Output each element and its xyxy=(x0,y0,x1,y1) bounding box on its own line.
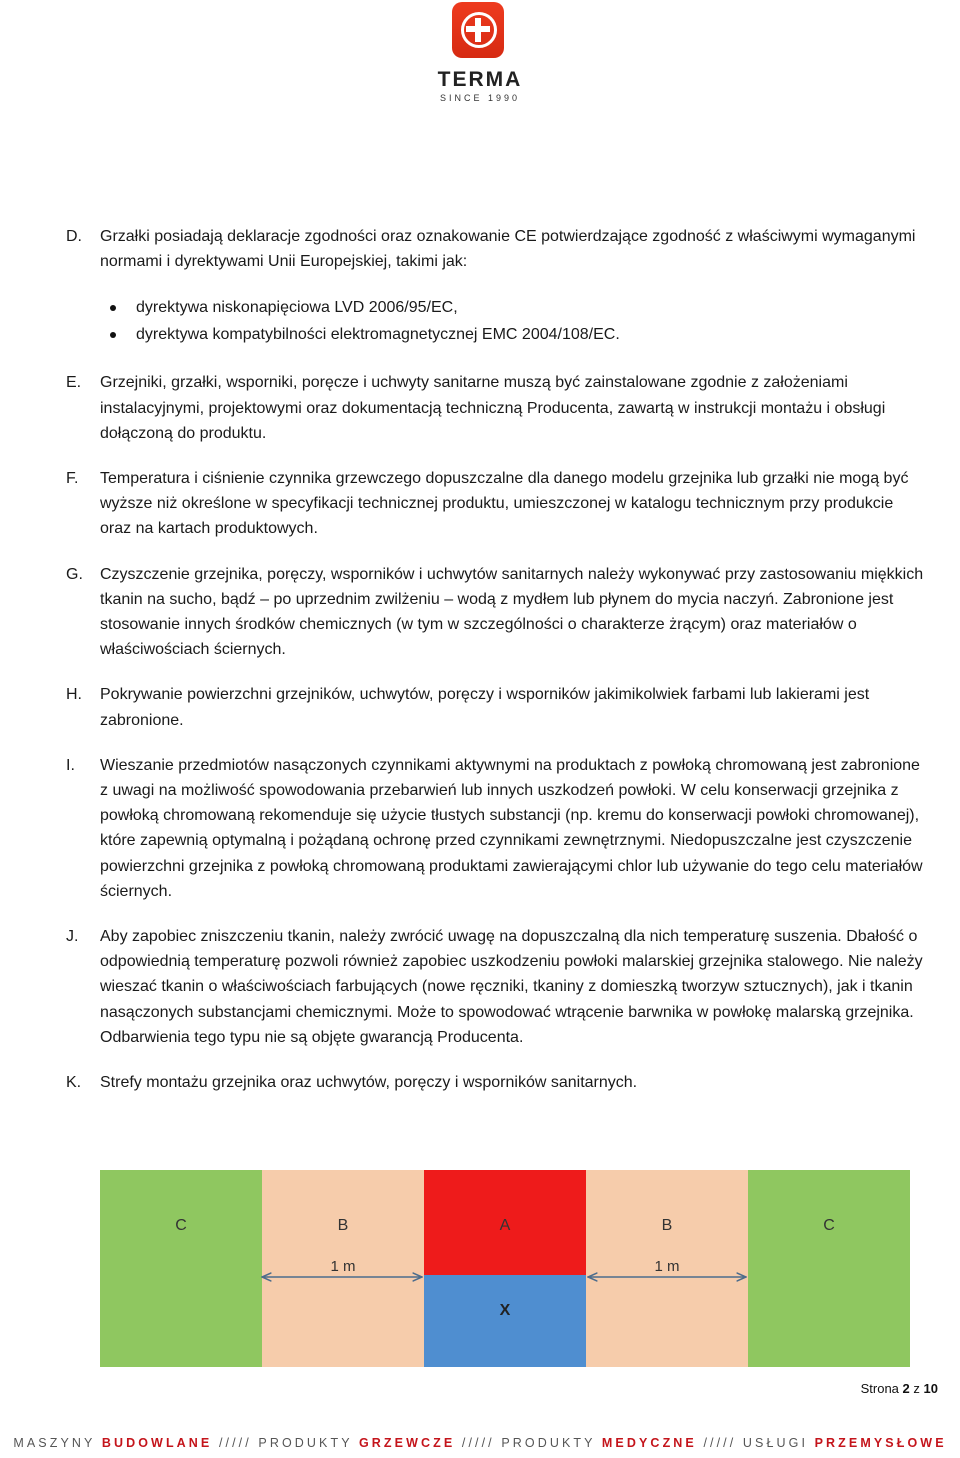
section-letter: J. xyxy=(66,928,79,946)
terma-logo xyxy=(418,0,542,110)
dimension-label-right: 1 m xyxy=(654,1258,680,1275)
section-letter: H. xyxy=(66,686,82,704)
section-text: Temperatura i ciśnienie czynnika grzewczego dopuszczalne dla danego modelu grzejnika lub grzałki nie mogą być wyższe niż określone w specyfikacji technicznej produktu, umieszczonej w katalogu technicznym przy produkcie oraz na kartach produktowych. xyxy=(100,470,909,538)
page-label: Strona xyxy=(860,1381,899,1396)
section-e xyxy=(66,370,926,446)
document-body xyxy=(66,224,926,1115)
footer-part: ///// PRODUKTY xyxy=(212,1436,359,1450)
footer-part-accent: BUDOWLANE xyxy=(101,1436,213,1450)
section-text: Strefy montażu grzejnika oraz uchwytów, poręczy i wsporników sanitarnych. xyxy=(100,1074,638,1092)
page-total: 10 xyxy=(923,1381,938,1396)
directive-list xyxy=(66,294,926,348)
page-number xyxy=(861,1381,938,1396)
section-letter: G. xyxy=(66,565,83,583)
footer-part-accent: GRZEWCZE xyxy=(358,1436,456,1450)
section-text: Aby zapobiec zniszczeniu tkanin, należy zwrócić uwagę na dopuszczalną dla nich temperaturę suszenia. Dbałość o odpowiednią temperaturę pozwoli również zapobiec uszkodzeniu powłoki malarskiej grzejnika stalowego. Nie należy wieszać tkanin o właściwościach farbujących (nowe ręczniki, tkaniny z domieszką tworzyw sztucznych), jak i tkanin nasączonych substancjami chemicznymi. Może to spowodować wtrącenie barwnika w powłokę malarską grzejnika. Odbarwienia tego typu nie są objęte gwarancją Producenta. xyxy=(100,928,923,1046)
footer-part: ///// PRODUKTY xyxy=(455,1436,602,1450)
section-text: Wieszanie przedmiotów nasączonych czynnikami aktywnymi na produktach z powłoką chromowaną jest zabronione z uwagi na możliwość spowodowania przebarwień lub innych uszkodzeń powłoki. W celu konserwacji grzejnika z powłoką chromowaną rekomenduje się użycie tłustych substancji (np. kremu do konserwacji powłoki chromowanej), które zapewnią optymalną i pożądaną ochronę przed czynnikami zewnętrznymi. Niedopuszczalne jest czyszczenie powierzchni grzejnika z powłoką chromowaną produktami zawierającymi chlor lub używanie do tego celu materiałów ściernych. xyxy=(100,756,923,900)
section-letter: I. xyxy=(66,756,75,774)
zone-c-left xyxy=(100,1170,262,1367)
section-d xyxy=(66,224,926,274)
footer-tagline xyxy=(0,1436,960,1450)
section-text: Grzałki posiadają deklaracje zgodności oraz oznakowanie CE potwierdzające zgodność z właściwymi wymaganymi normami i dyrektywami Unii Europejskiej, takimi jak: xyxy=(100,228,916,271)
terma-cross-badge-icon xyxy=(452,2,504,58)
section-g xyxy=(66,562,926,663)
zone-label-b-right: B xyxy=(661,1217,673,1234)
footer-part: MASZYNY xyxy=(13,1436,102,1450)
installation-zones-diagram xyxy=(100,1170,910,1367)
page-current: 2 xyxy=(902,1381,910,1396)
zone-label-c-right: C xyxy=(823,1217,835,1234)
footer-part-accent: PRZEMYSŁOWE xyxy=(814,1436,947,1450)
section-text: Pokrywanie powierzchni grzejników, uchwytów, poręczy i wsporników jakimikolwiek farbami lub lakierami jest zabronione. xyxy=(100,686,870,729)
list-item: dyrektywa kompatybilności elektromagnetycznej EMC 2004/108/EC. xyxy=(66,321,926,348)
section-letter: E. xyxy=(66,374,82,392)
zone-label-a: A xyxy=(499,1217,511,1234)
section-j xyxy=(66,924,926,1050)
list-item: dyrektywa niskonapięciowa LVD 2006/95/EC, xyxy=(66,294,926,321)
section-letter: F. xyxy=(66,470,79,488)
dimension-label-left: 1 m xyxy=(330,1258,356,1275)
zone-label-c-left: C xyxy=(175,1217,187,1234)
zone-label-x: X xyxy=(499,1302,511,1319)
zone-x xyxy=(424,1275,586,1367)
section-h xyxy=(66,682,926,732)
section-k xyxy=(66,1070,926,1095)
section-text: Grzejniki, grzałki, wsporniki, poręcze i uchwyty sanitarne muszą być zainstalowane zgodnie z założeniami instalacyjnymi, projektowymi oraz dokumentacją techniczną Producenta, zawartą w instrukcji montażu i obsługi dołączoną do produktu. xyxy=(100,374,886,442)
section-f xyxy=(66,466,926,542)
section-text: Czyszczenie grzejnika, poręczy, wsporników i uchwytów sanitarnych należy wykonywać przy zastosowaniu miękkich tkanin na sucho, bądź – po uprzednim zwilżeniu – wodą z mydłem lub płynem do mycia naczyń. Zabronione jest stosowanie innych środków chemicznych (w tym w szczególności o charakterze żrącym) oraz materiałów o właściwościach ściernych. xyxy=(100,565,924,659)
section-letter: K. xyxy=(66,1074,82,1092)
zone-c-right xyxy=(748,1170,910,1367)
section-i xyxy=(66,753,926,904)
footer-part: ///// USŁUGI xyxy=(696,1436,815,1450)
footer-part-accent: MEDYCZNE xyxy=(601,1436,697,1450)
logo-since: SINCE 1990 xyxy=(439,93,521,103)
section-letter: D. xyxy=(66,228,82,245)
logo-wordmark: TERMA xyxy=(437,68,523,91)
page-sep: z xyxy=(913,1381,920,1396)
zone-label-b-left: B xyxy=(337,1217,349,1234)
